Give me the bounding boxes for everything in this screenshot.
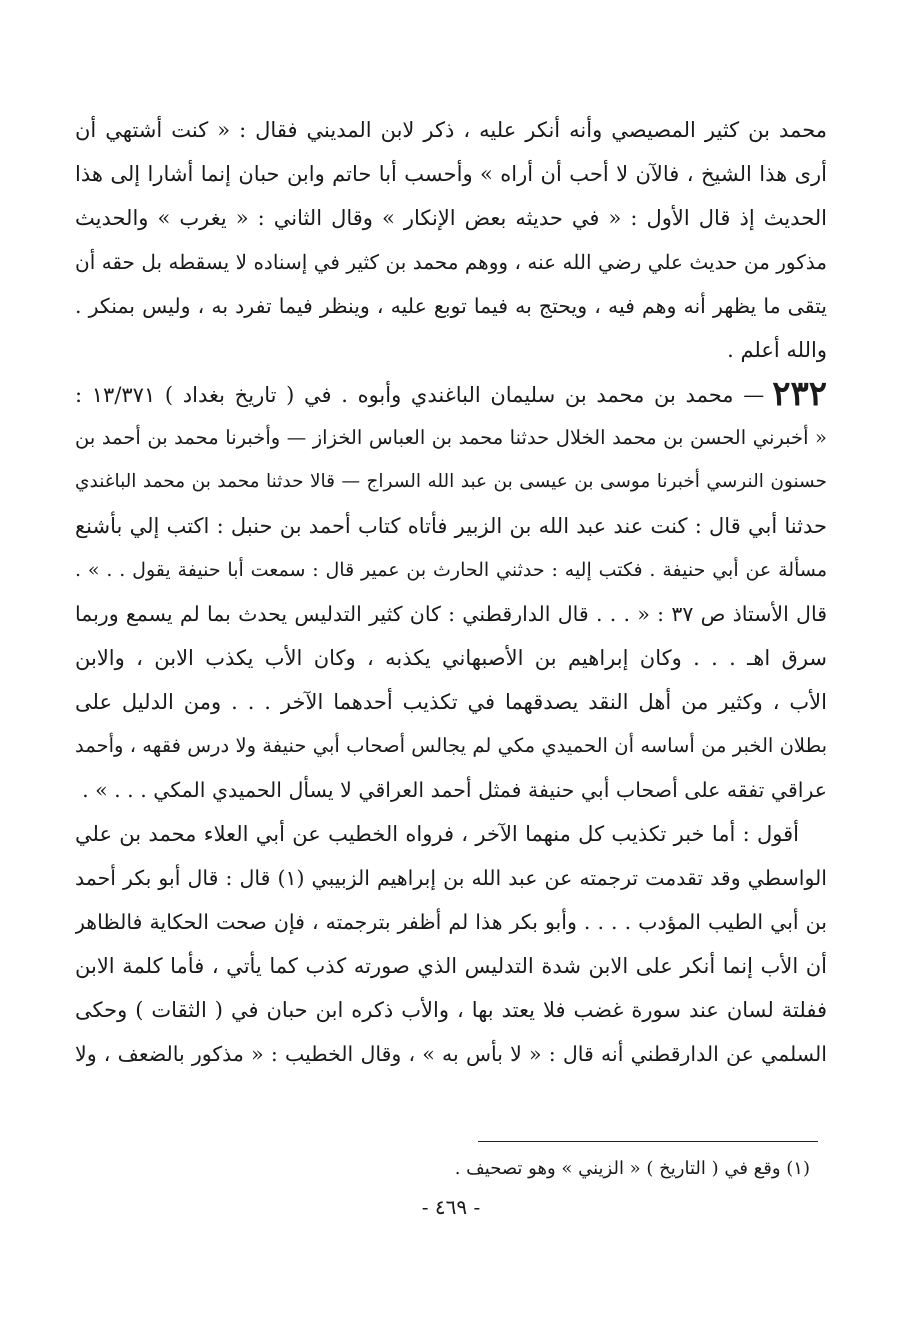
text-line: عراقي تفقه على أصحاب أبي حنيفة فمثل أحمد العراقي لا يسأل الحميدي المكي . . . » . [82, 778, 827, 802]
text-line: مذكور من حديث علي رضي الله عنه ، ووهم محمد بن كثير في إسناده لا يسقطه بل حقه أن [75, 250, 827, 274]
text-line: بطلان الخبر من أساسه أن الحميدي مكي لم يجالس أصحاب أبي حنيفة ولا درس فقهه ، وأحمد [75, 734, 827, 757]
text-line: والله أعلم . [727, 338, 827, 362]
text-line: أرى هذا الشيخ ، فالآن لا أحب أن أراه » وأحسب أبا حاتم وابن حبان إنما أشارا إلى هذا [75, 162, 827, 186]
text-line: حدثنا أبي قال : كنت عند عبد الله بن الزبير فأتاه كتاب أحمد بن حنبل : اكتب إلي بأشنع [75, 514, 827, 538]
text-line: « أخبرني الحسن بن محمد الخلال حدثنا محمد بن العباس الخزاز — وأخبرنا محمد بن أحمد بن [75, 426, 827, 449]
text-line: مسألة عن أبي حنيفة . فكتب إليه : حدثني الحارث بن عمير قال : سمعت أبا حنيفة يقول . . » . [75, 559, 827, 581]
text-line: سرق اهـ . . . وكان إبراهيم بن الأصبهاني يكذبه ، وكان الأب يكذب الابن ، والابن [75, 646, 827, 670]
entry-number: ٢٣٢ [772, 374, 827, 414]
footnote: (١) وقع في ( التاريخ ) « الزيني » وهو تصحيف . [454, 1158, 810, 1179]
page-number: - ٤٦٩ - [421, 1195, 481, 1219]
text-line: بن أبي الطيب المؤدب . . . . وأبو بكر هذا لم أظفر بترجمته ، فإن صحت الحكاية فالظاهر [75, 910, 827, 934]
text-line: حسنون النرسي أخبرنا موسى بن عيسى بن عبد الله السراج — قالا حدثنا محمد بن محمد الباغندي [75, 471, 827, 492]
text-line: الأب ، وكثير من أهل النقد يصدقهما في تكذيب أحدهما الآخر . . . ومن الدليل على [75, 690, 827, 714]
text-line: أن الأب إنما أنكر على الابن شدة التدليس الذي صورته كذب كما يأتي ، فأما كلمة الابن [75, 954, 827, 978]
entry-heading [75, 372, 827, 416]
text-line: ففلتة لسان عند سورة غضب فلا يعتد بها ، والأب ذكره ابن حبان في ( الثقات ) وحكى [75, 998, 827, 1022]
text-line: السلمي عن الدارقطني أنه قال : « لا بأس به » ، وقال الخطيب : « مذكور بالضعف ، ولا [75, 1042, 827, 1066]
entry-heading-text: — محمد بن محمد بن سليمان الباغندي وأبوه . في ( تاريخ بغداد ) ١٣/٣٧١ : [75, 383, 765, 407]
text-line: قال الأستاذ ص ٣٧ : « . . . قال الدارقطني : كان كثير التدليس يحدث بما لم يسمع وربما [75, 602, 827, 626]
paragraph-continuation [75, 108, 827, 372]
text-line: أقول : أما خبر تكذيب كل منهما الآخر ، فرواه الخطيب عن أبي العلاء محمد بن علي [75, 822, 799, 846]
text-line: يتقى ما يظهر أنه وهم فيه ، ويحتج به فيما توبع عليه ، وينظر فيما تفرد به ، وليس بمنكر . [75, 294, 827, 318]
entry-232 [75, 372, 827, 812]
footnote-divider [478, 1141, 818, 1142]
text-line: محمد بن كثير المصيصي وأنه أنكر عليه ، ذكر لابن المديني فقال : « كنت أشتهي أن [75, 118, 827, 142]
text-line: الحديث إذ قال الأول : « في حديثه بعض الإنكار » وقال الثاني : « يغرب » والحديث [75, 206, 827, 230]
text-line: الواسطي وقد تقدمت ترجمته عن عبد الله بن إبراهيم الزبيبي (١) قال : قال أبو بكر أحمد [75, 866, 827, 890]
page-body [75, 108, 827, 1076]
reply-paragraph [75, 812, 827, 1076]
